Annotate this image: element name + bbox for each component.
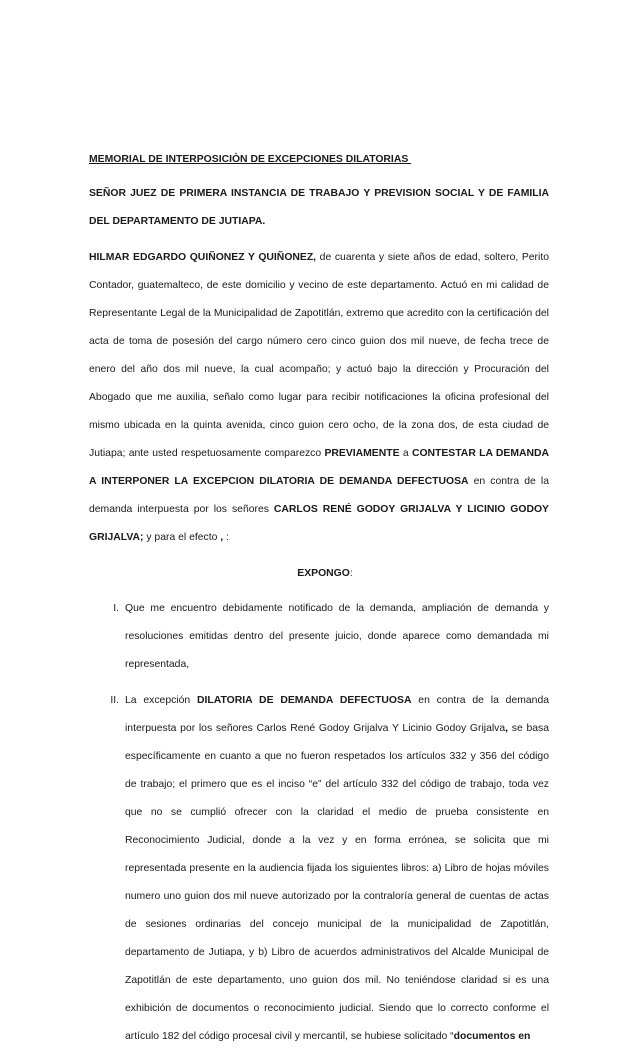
recipient-address: SEÑOR JUEZ DE PRIMERA INSTANCIA DE TRABAJO Y PREVISION SOCIAL Y DE FAMILIA DEL DEPARTAMENTO DE JUTIAPA. bbox=[89, 188, 549, 227]
petitioner-name: HILMAR EDGARDO QUIÑONEZ Y QUIÑONEZ, bbox=[89, 252, 317, 263]
intro-text-5: : bbox=[223, 532, 229, 543]
intro-bold-comma: , bbox=[220, 532, 224, 543]
section-heading bbox=[101, 560, 549, 588]
intro-paragraph bbox=[89, 244, 549, 552]
intro-text-4: y para el efecto bbox=[143, 532, 221, 543]
list-item-bold-3: documentos en bbox=[453, 1031, 531, 1042]
list-item-bold-1: DILATORIA DE DEMANDA DEFECTUOSA bbox=[197, 695, 412, 706]
document-page bbox=[89, 146, 549, 1059]
intro-bold-contestar: CONTESTAR LA DEMANDA A INTERPONER LA EXCEPCION DILATORIA DE DEMANDA DEFECTUOSA bbox=[89, 448, 550, 487]
section-heading-suffix: : bbox=[349, 568, 353, 579]
list-item-number: II. bbox=[110, 695, 119, 706]
document-title: MEMORIAL DE INTERPOSICIÒN DE EXCEPCIONES DILATORIAS bbox=[89, 154, 412, 165]
list-item bbox=[89, 595, 549, 679]
intro-bold-plaintiffs: CARLOS RENÉ GODOY GRIJALVA Y LICINIO GODOY GRIJALVA; bbox=[89, 504, 549, 543]
intro-text-3: en contra de la demanda interpuesta por los señores bbox=[89, 476, 549, 515]
list-item-number: I. bbox=[113, 603, 119, 614]
list-item-text-3: se basa específicamente en cuanto a que no fueron respetados los artículos 332 y 356 del código de trabajo; el primero que es el inciso “e” del artículo 332 del código de trabajo, toda vez que no se cumplió ofrecer con la claridad el medio de prueba consistente en Reconocimiento Judicial, donde a la vez y en forma errónea, se solicita que mi representada presente en la audiencia fijada los siguientes libros: a) Libro de hojas móviles numero uno guion dos mil nueve autorizado por la contraloría general de cuentas de actas de sesiones ordinarias del concejo municipal de la municipalidad de Zapotitlán, departamento de Jutiapa, y b) Libro de acuerdos administrativos del Alcalde Municipal de Zapotitlán de este departamento, uno guion dos mil. No teniéndose claridad si es una exhibición de documentos o reconocimiento judicial. Siendo que lo correcto conforme el artículo 182 del código procesal civil y mercantil, se hubiese solicitado “ bbox=[125, 723, 549, 1042]
list-item-text-2: en contra de la demanda interpuesta por los señores Carlos René Godoy Grijalva Y Licinio Godoy Grijalva bbox=[125, 695, 550, 734]
list-item bbox=[89, 687, 549, 1051]
list-item-text-1: La excepción bbox=[125, 695, 198, 706]
intro-bold-previamente: PREVIAMENTE bbox=[324, 448, 400, 459]
list-item-text: Que me encuentro debidamente notificado de la demanda, ampliación de demanda y resoluciones emitidas dentro del presente juicio, donde aparece como demandada mi representada, bbox=[125, 603, 549, 670]
list-item-bold-2: , bbox=[505, 723, 509, 734]
intro-text-1: de cuarenta y siete años de edad, soltero, Perito Contador, guatemalteco, de este domicilio y vecino de este departamento. Actuó en mi calidad de Representante Legal de la Municipalidad de Zapotitlán, extremo que acredito con la certificación del acta de toma de posesión del cargo número cero cinco guion dos mil nueve, de fecha trece de enero del año dos mil nueve, la cual acompaño; y actuó bajo la dirección y Procuración del Abogado que me auxilia, señalo como lugar para recibir notificaciones la oficina profesional del mismo ubicada en la quinta avenida, cinco guion cero ocho, de la zona dos, de esta ciudad de Jutiapa; ante usted respetuosamente comparezco bbox=[89, 252, 549, 459]
intro-text-2: a bbox=[399, 448, 412, 459]
section-heading-label: EXPONGO bbox=[297, 568, 350, 579]
